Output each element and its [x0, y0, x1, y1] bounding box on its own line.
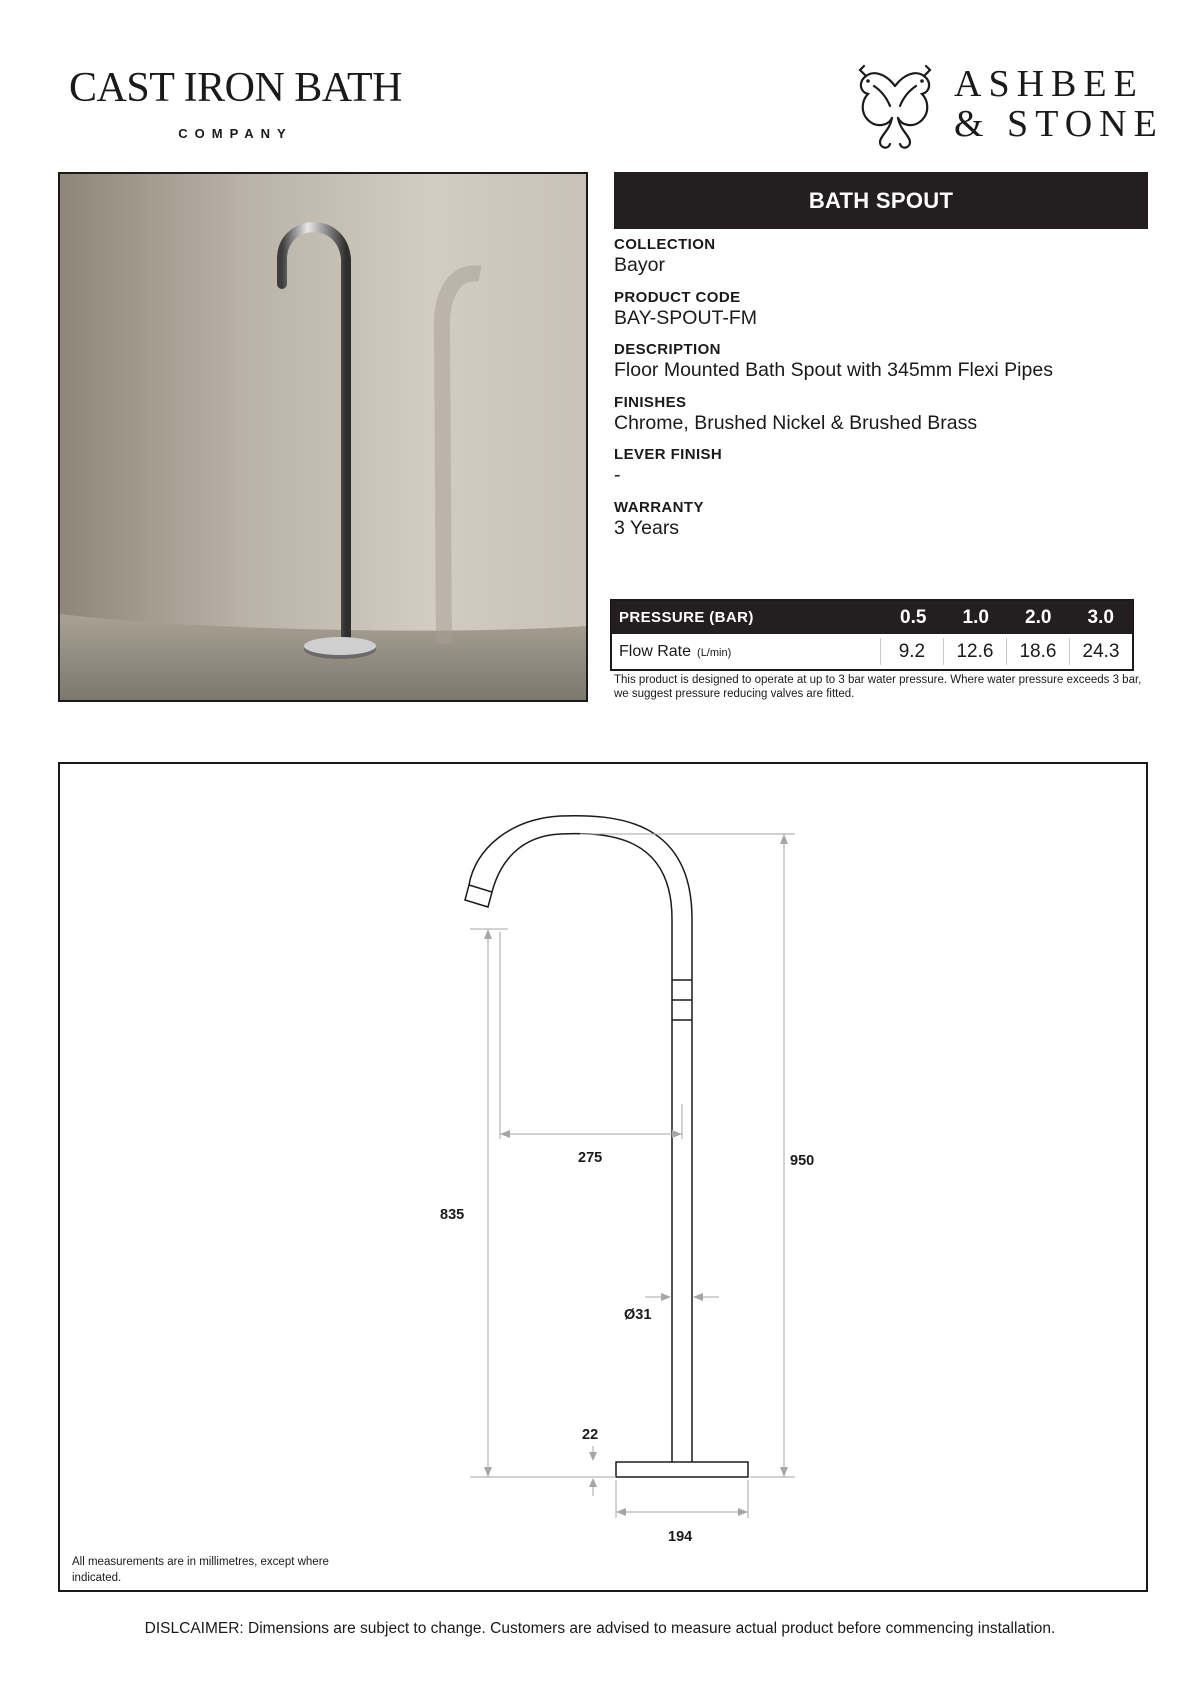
pressure-note: This product is designed to operate at up to 3 bar water pressure. Where water pressure exceeds 3 bar, we suggest pressure reducing valves are fitted. — [614, 674, 1142, 700]
spec-label: LEVER FINISH — [614, 446, 723, 463]
dim-spout-height: 835 — [440, 1207, 465, 1223]
spec-value: 3 Years — [614, 516, 680, 539]
cast-iron-bath-logo — [58, 66, 413, 141]
technical-drawing — [58, 762, 1148, 1592]
pressure-value: 1.0 — [962, 606, 989, 628]
pressure-table-header — [612, 601, 1132, 634]
brand-name: CAST IRON BATH — [69, 65, 402, 111]
spout-line-drawing — [60, 764, 1146, 1590]
spec-label: PRODUCT CODE — [614, 288, 741, 306]
pressure-table — [610, 599, 1134, 671]
dim-total-height: 950 — [790, 1153, 815, 1169]
spec-product-code — [614, 289, 1154, 342]
bath-spout-photo-image — [60, 174, 586, 700]
flow-rate-value: 18.6 — [1006, 638, 1069, 665]
brand-subtitle: COMPANY — [178, 126, 293, 141]
spec-label: DESCRIPTION — [614, 341, 721, 358]
ashbee-stone-logo — [850, 56, 1164, 156]
spec-value: BAY-SPOUT-FM — [614, 306, 758, 329]
spec-label: FINISHES — [614, 393, 687, 411]
product-photo — [58, 172, 588, 702]
measurement-note: All measurements are in millimetres, except where indicated. — [72, 1556, 329, 1584]
spec-collection — [614, 236, 1154, 289]
spout-inner-outline — [469, 816, 692, 1462]
dim-base-height: 22 — [582, 1427, 599, 1443]
flow-rate-value: 12.6 — [943, 638, 1006, 665]
spout-outer-outline — [492, 834, 672, 1462]
flow-rate-value: 9.2 — [880, 638, 943, 665]
flow-rate-value: 24.3 — [1069, 638, 1132, 665]
disclaimer: DISLCAIMER: Dimensions are subject to change. Customers are advised to measure actual product before commencing installation. — [144, 1620, 1056, 1637]
spec-value: - — [614, 464, 621, 486]
pressure-header-label: PRESSURE (BAR) — [619, 609, 754, 626]
product-title: BATH SPOUT — [614, 172, 1148, 229]
dim-reach: 275 — [578, 1150, 603, 1166]
spec-warranty — [614, 499, 1154, 552]
spec-finishes — [614, 394, 1154, 447]
pressure-value: 2.0 — [1025, 606, 1052, 628]
pressure-value: 3.0 — [1087, 606, 1114, 628]
spec-description — [614, 341, 1154, 394]
seahorse-emblem-icon — [850, 56, 940, 152]
flow-rate-label — [612, 643, 880, 661]
spec-value: Floor Mounted Bath Spout with 345mm Flexi Pipes — [614, 359, 1053, 381]
flow-rate-row — [612, 634, 1132, 669]
spout-outlet — [465, 885, 492, 907]
spec-label: WARRANTY — [614, 498, 704, 516]
brand-name-line1: ASHBEE — [954, 63, 1144, 105]
pressure-value: 0.5 — [900, 606, 927, 628]
flow-rate-label-text: Flow Rate — [619, 642, 692, 660]
product-specs — [614, 236, 1154, 551]
flow-rate-unit: (L/min) — [697, 646, 732, 659]
spout-base — [616, 1462, 748, 1477]
dim-diameter: Ø31 — [624, 1307, 652, 1323]
spec-label: COLLECTION — [614, 236, 716, 253]
dim-base-width: 194 — [668, 1529, 693, 1545]
brand-name-line2: & STONE — [954, 103, 1164, 145]
spec-lever-finish — [614, 446, 1154, 499]
spec-value: Chrome, Brushed Nickel & Brushed Brass — [614, 411, 978, 434]
spec-value: Bayor — [614, 254, 665, 276]
